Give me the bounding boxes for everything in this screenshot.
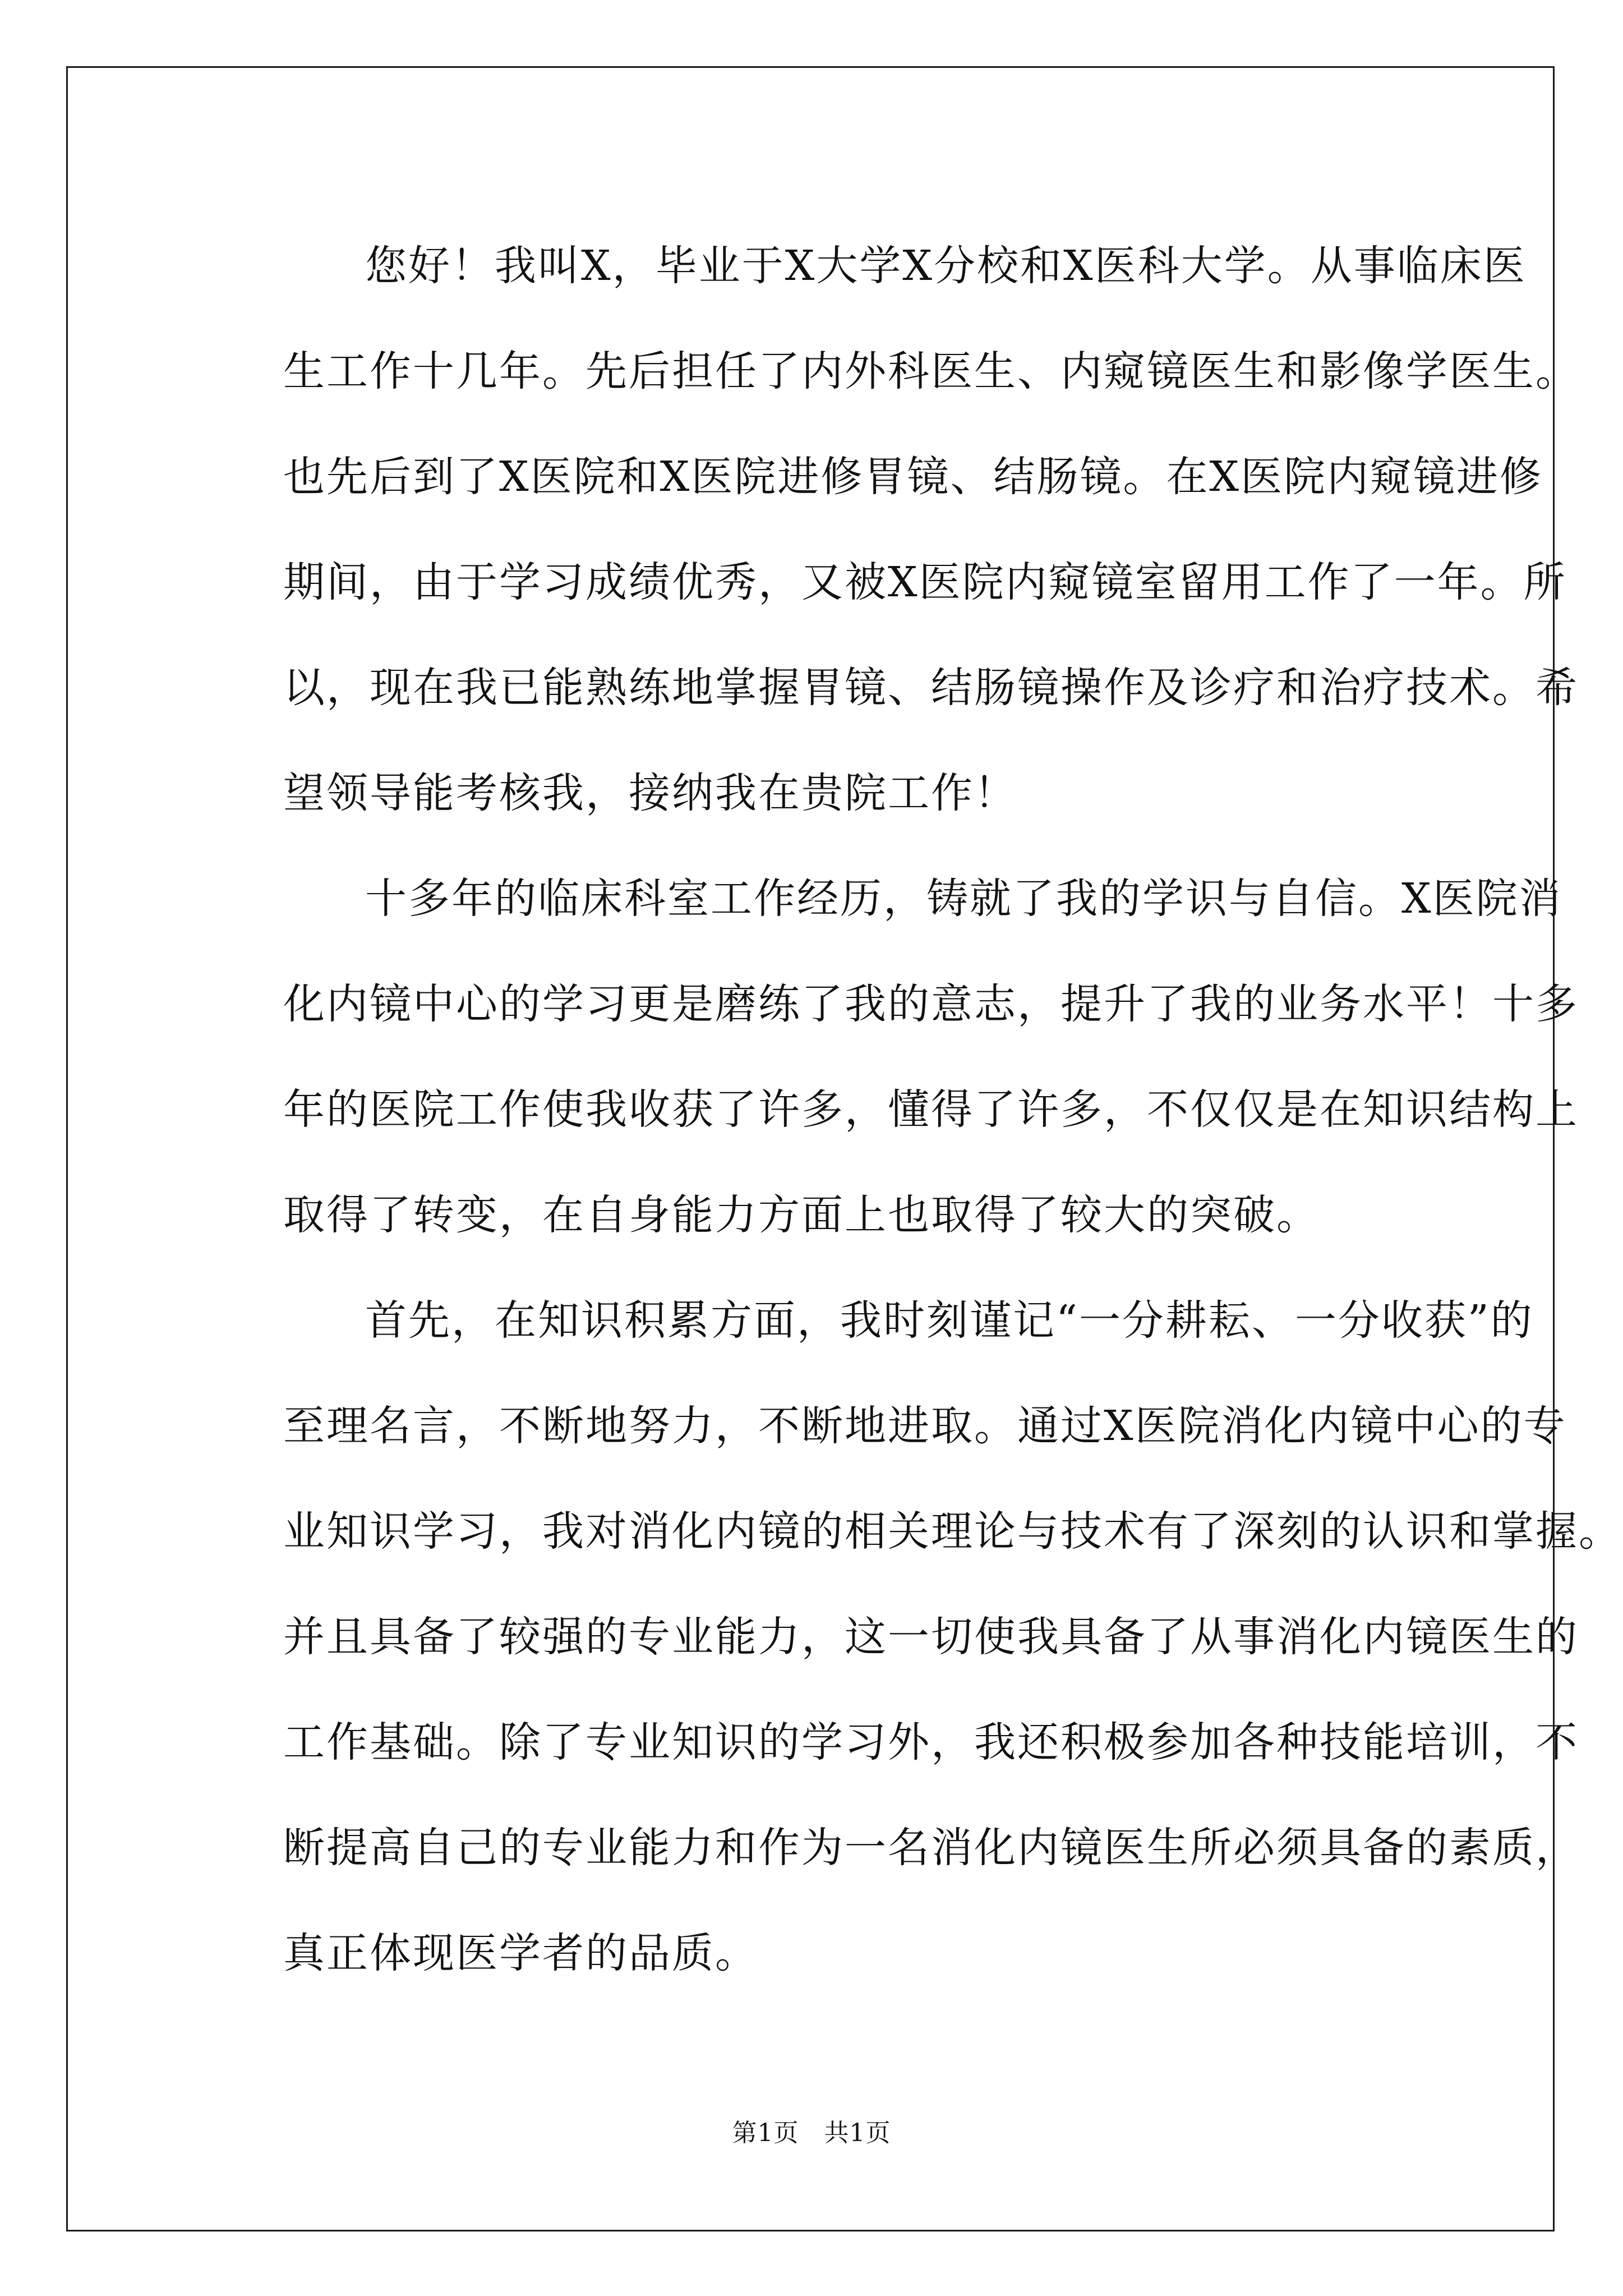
paragraph-3 [200,1268,1622,2006]
paragraph-line: 至理名言，不断地努力，不断地进取。通过X医院消化内镜中心的专 [283,1402,1567,1450]
paragraph-line: 年的医院工作使我收获了许多，懂得了许多，不仅仅是在知识结构上 [283,1085,1579,1134]
paragraph-line: 取得了转变，在自身能力方面上也取得了较大的突破。 [283,1191,1320,1239]
paragraph-line: 望领导能考核我，接纳我在贵院工作！ [283,769,1017,817]
document-body [200,213,1622,2006]
paragraph-line: 工作基础。除了专业知识的学习外，我还积极参加各种技能培训，不 [283,1718,1579,1766]
paragraph-line: 也先后到了X医院和X医院进修胃镜、结肠镜。在X医院内窥镜进修 [283,453,1543,501]
paragraph-line: 断提高自己的专业能力和作为一名消化内镜医生所必须具备的素质， [283,1824,1579,1872]
paragraph-2 [200,846,1579,1268]
page-number-footer: 第1页 共1页 [732,2119,891,2147]
paragraph-line: 业知识学习，我对消化内镜的相关理论与技术有了深刻的认识和掌握。 [283,1507,1622,1556]
paragraph-line: 以，现在我已能熟练地掌握胃镜、结肠镜操作及诊疗和治疗技术。希 [283,664,1579,712]
paragraph-line: 化内镜中心的学习更是磨练了我的意志，提升了我的业务水平！十多 [283,980,1579,1028]
paragraph-line: 真正体现医学者的品质。 [283,1929,758,1977]
paragraph-line: 十多年的临床科室工作经历，铸就了我的学识与自信。X医院消 [365,875,1562,923]
paragraph-line: 首先，在知识积累方面，我时刻谨记“一分耕耘、一分收获”的 [365,1296,1534,1345]
paragraph-line: 期间，由于学习成绩优秀，又被X医院内窥镜室留用工作了一年。所 [283,558,1567,606]
paragraph-line: 您好！我叫X，毕业于X大学X分校和X医科大学。从事临床医 [365,242,1527,290]
paragraph-line: 并且具备了较强的专业能力，这一切使我具备了从事消化内镜医生的 [283,1613,1579,1661]
paragraph-line: 生工作十几年。先后担任了内外科医生、内窥镜医生和影像学医生。 [283,347,1579,395]
paragraph-1 [200,213,1579,846]
